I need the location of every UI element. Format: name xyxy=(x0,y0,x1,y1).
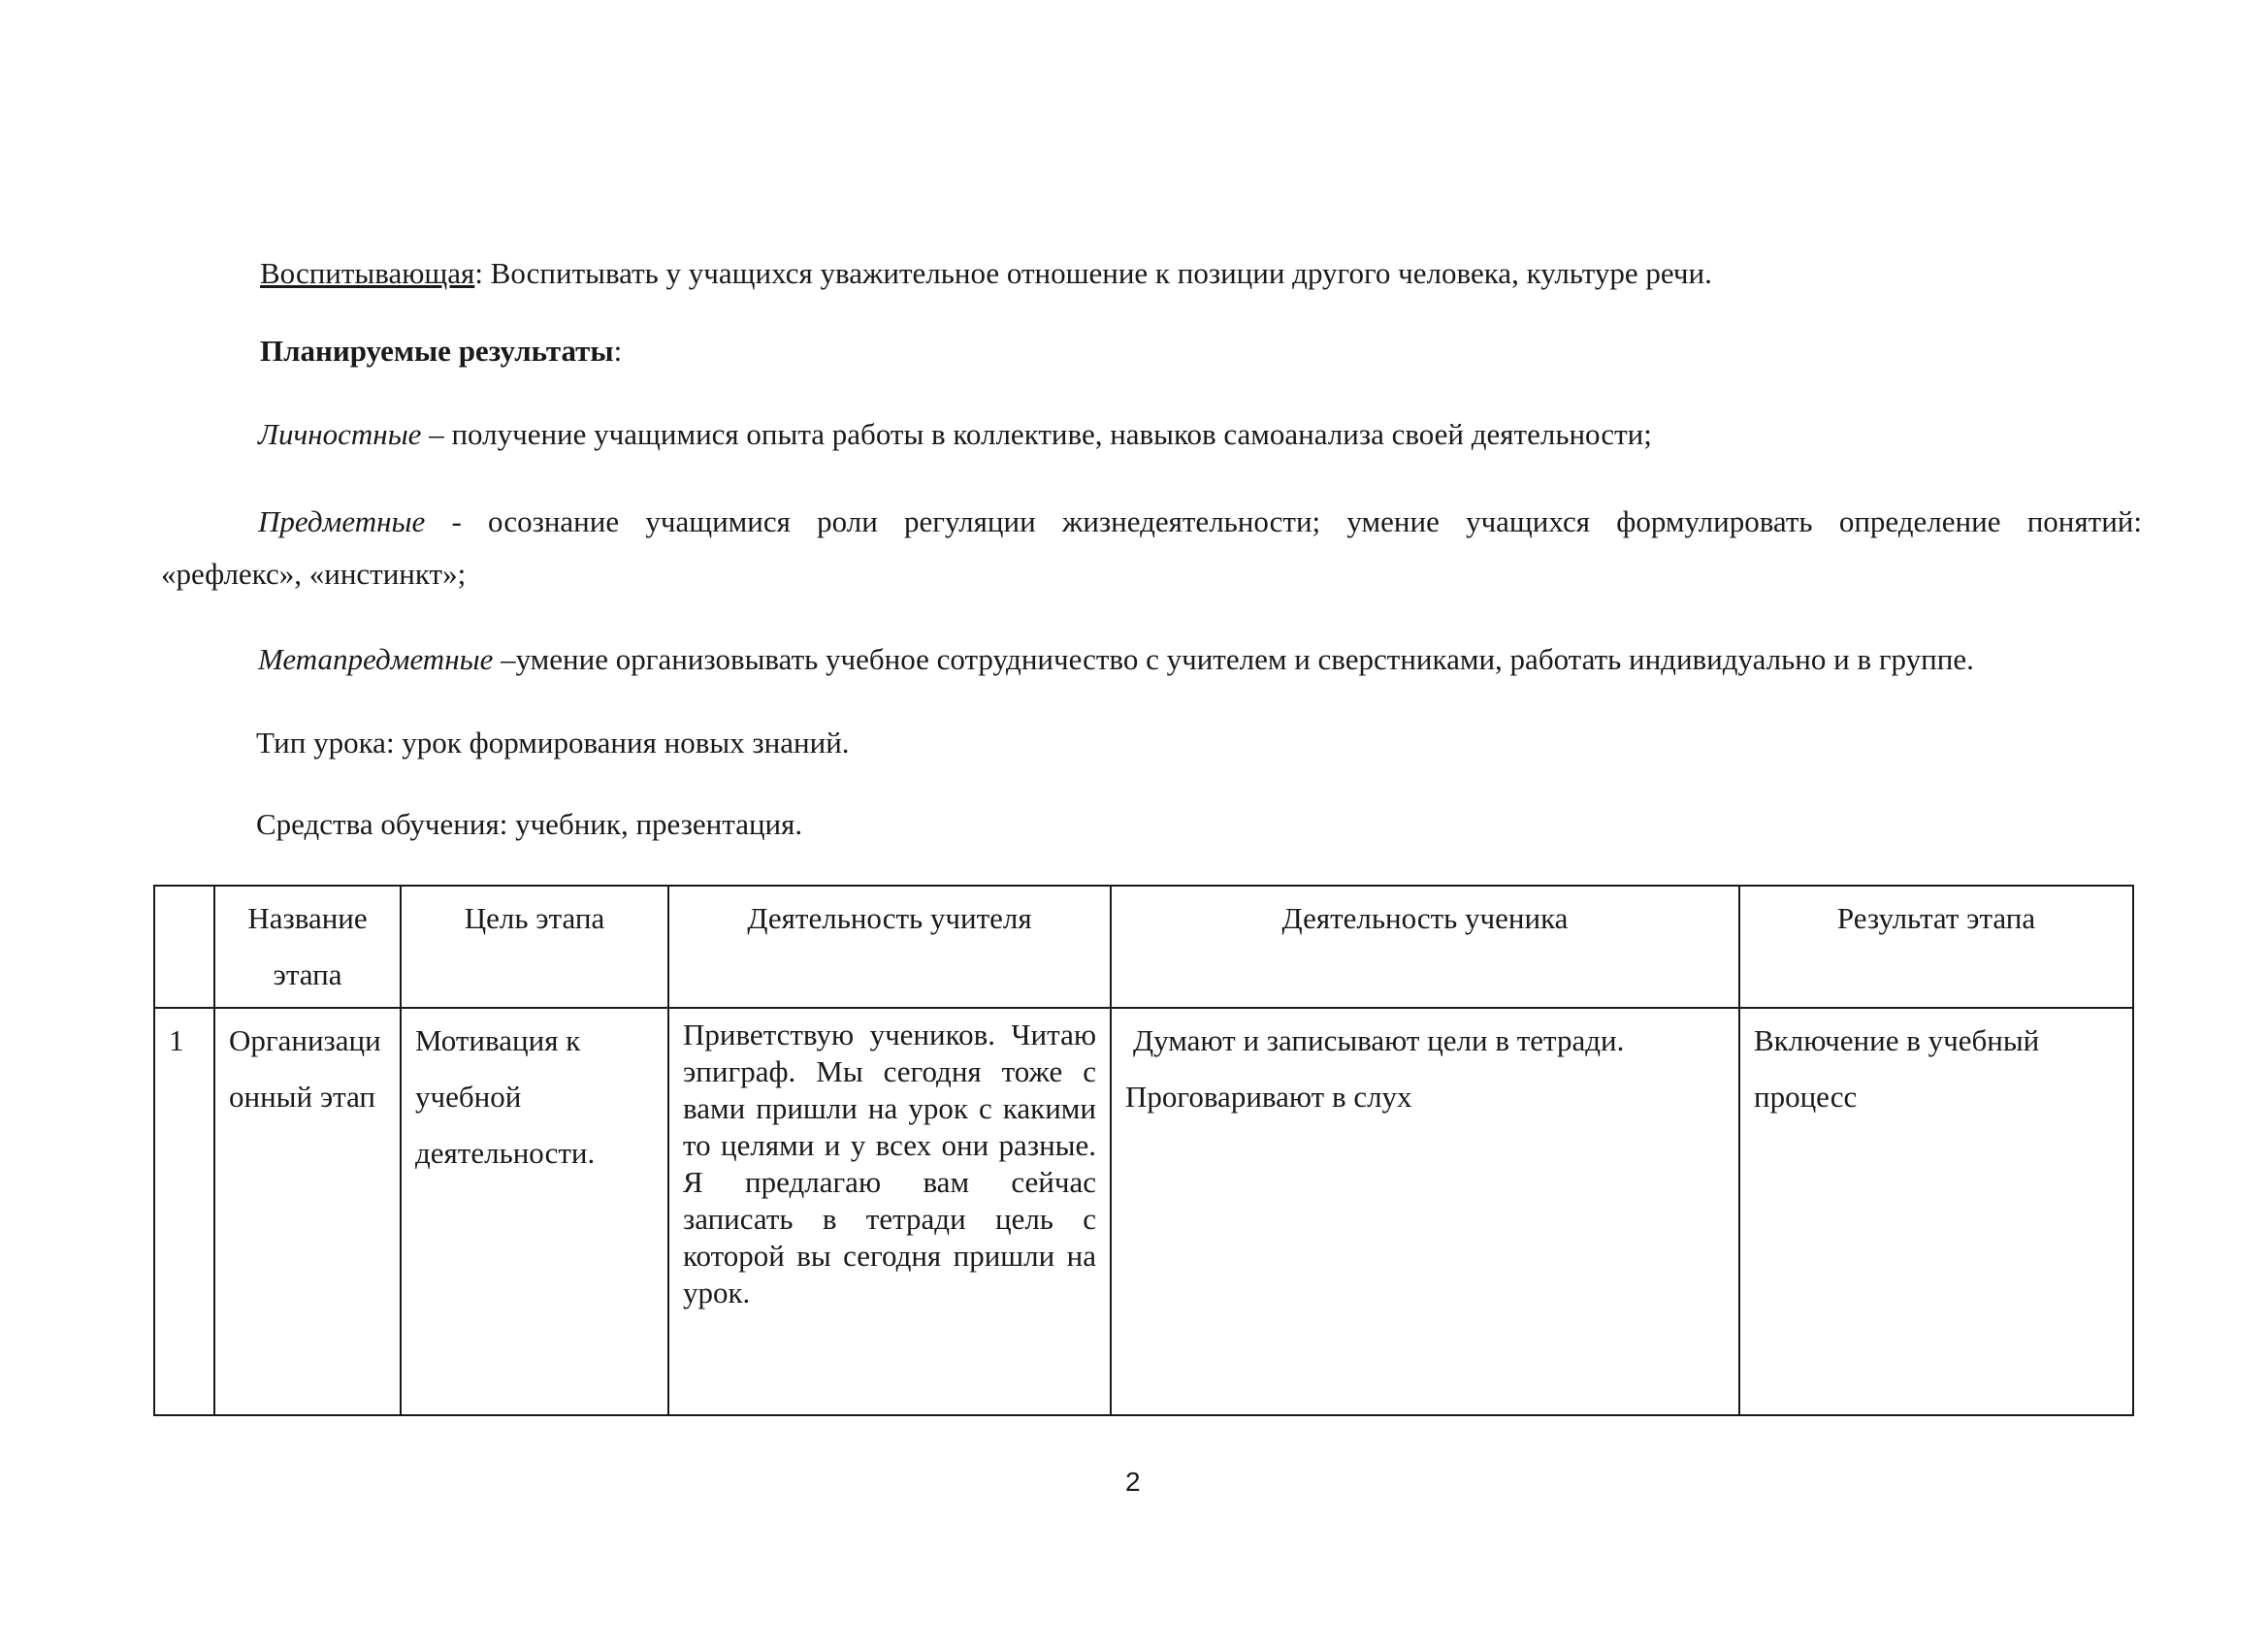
subject-results-text: - осознание учащимися роли регуляции жизнедеятельности; умение учащихся формулировать определение понятий: xyxy=(425,504,2142,538)
cell-stage-goal: Мотивация к учебной деятельности. xyxy=(401,1008,668,1415)
header-student-activity: Деятельность ученика xyxy=(1111,886,1739,1008)
personal-results-paragraph xyxy=(258,415,1652,454)
planned-results-title: Планируемые результаты xyxy=(260,334,614,368)
cell-num: 1 xyxy=(154,1008,214,1415)
personal-results-text: – получение учащимися опыта работы в коллективе, навыков самоанализа своей деятельности; xyxy=(421,417,1652,451)
upbringing-goal-text: : Воспитывать у учащихся уважительное отношение к позиции другого человека, культуре речи. xyxy=(474,256,1712,290)
cell-teacher-activity: Приветствую учеников. Читаю эпиграф. Мы сегодня тоже с вами пришли на урок с какими то целями и у всех они разные. Я предлагаю вам сейчас записать в тетради цель с которой вы сегодня пришли на урок. xyxy=(668,1008,1111,1415)
cell-stage-result: Включение в учебный процесс xyxy=(1739,1008,2133,1415)
upbringing-goal-label: Воспитывающая xyxy=(260,256,475,290)
table-header-row xyxy=(154,886,2133,1008)
lesson-type-paragraph: Тип урока: урок формирования новых знаний. xyxy=(256,726,850,760)
meta-results-paragraph xyxy=(258,640,1974,679)
cell-student-activity xyxy=(1111,1008,1739,1415)
meta-results-label: Метапредметные xyxy=(258,642,494,676)
subject-results-paragraph xyxy=(258,502,2142,541)
cell-stage-name: Организационный этап xyxy=(214,1008,401,1415)
teaching-tools-paragraph: Средства обучения: учебник, презентация. xyxy=(256,807,803,841)
planned-results-colon: : xyxy=(613,334,623,368)
page-number: 2 xyxy=(1125,1467,1141,1497)
upbringing-goal-paragraph xyxy=(260,254,1712,293)
subject-results-label: Предметные xyxy=(258,504,426,538)
table-row xyxy=(154,1008,2133,1415)
header-num xyxy=(154,886,214,1008)
header-teacher-activity: Деятельность учителя xyxy=(668,886,1111,1008)
student-activity-line-2: Проговаривают в слух xyxy=(1125,1080,1412,1114)
personal-results-label: Личностные xyxy=(258,417,422,451)
student-activity-line-1: Думают и записывают цели в тетради. xyxy=(1133,1023,1625,1057)
header-stage-goal: Цель этапа xyxy=(401,886,668,1008)
planned-results-heading xyxy=(260,332,622,371)
meta-results-text: –умение организовывать учебное сотрудничество с учителем и сверстниками, работать индивидуально и в группе. xyxy=(493,642,1974,676)
header-stage-name: Название этапа xyxy=(214,886,401,1008)
header-stage-result: Результат этапа xyxy=(1739,886,2133,1008)
subject-results-continuation: «рефлекс», «инстинкт»; xyxy=(161,557,467,591)
lesson-stages-table xyxy=(153,885,2132,1416)
